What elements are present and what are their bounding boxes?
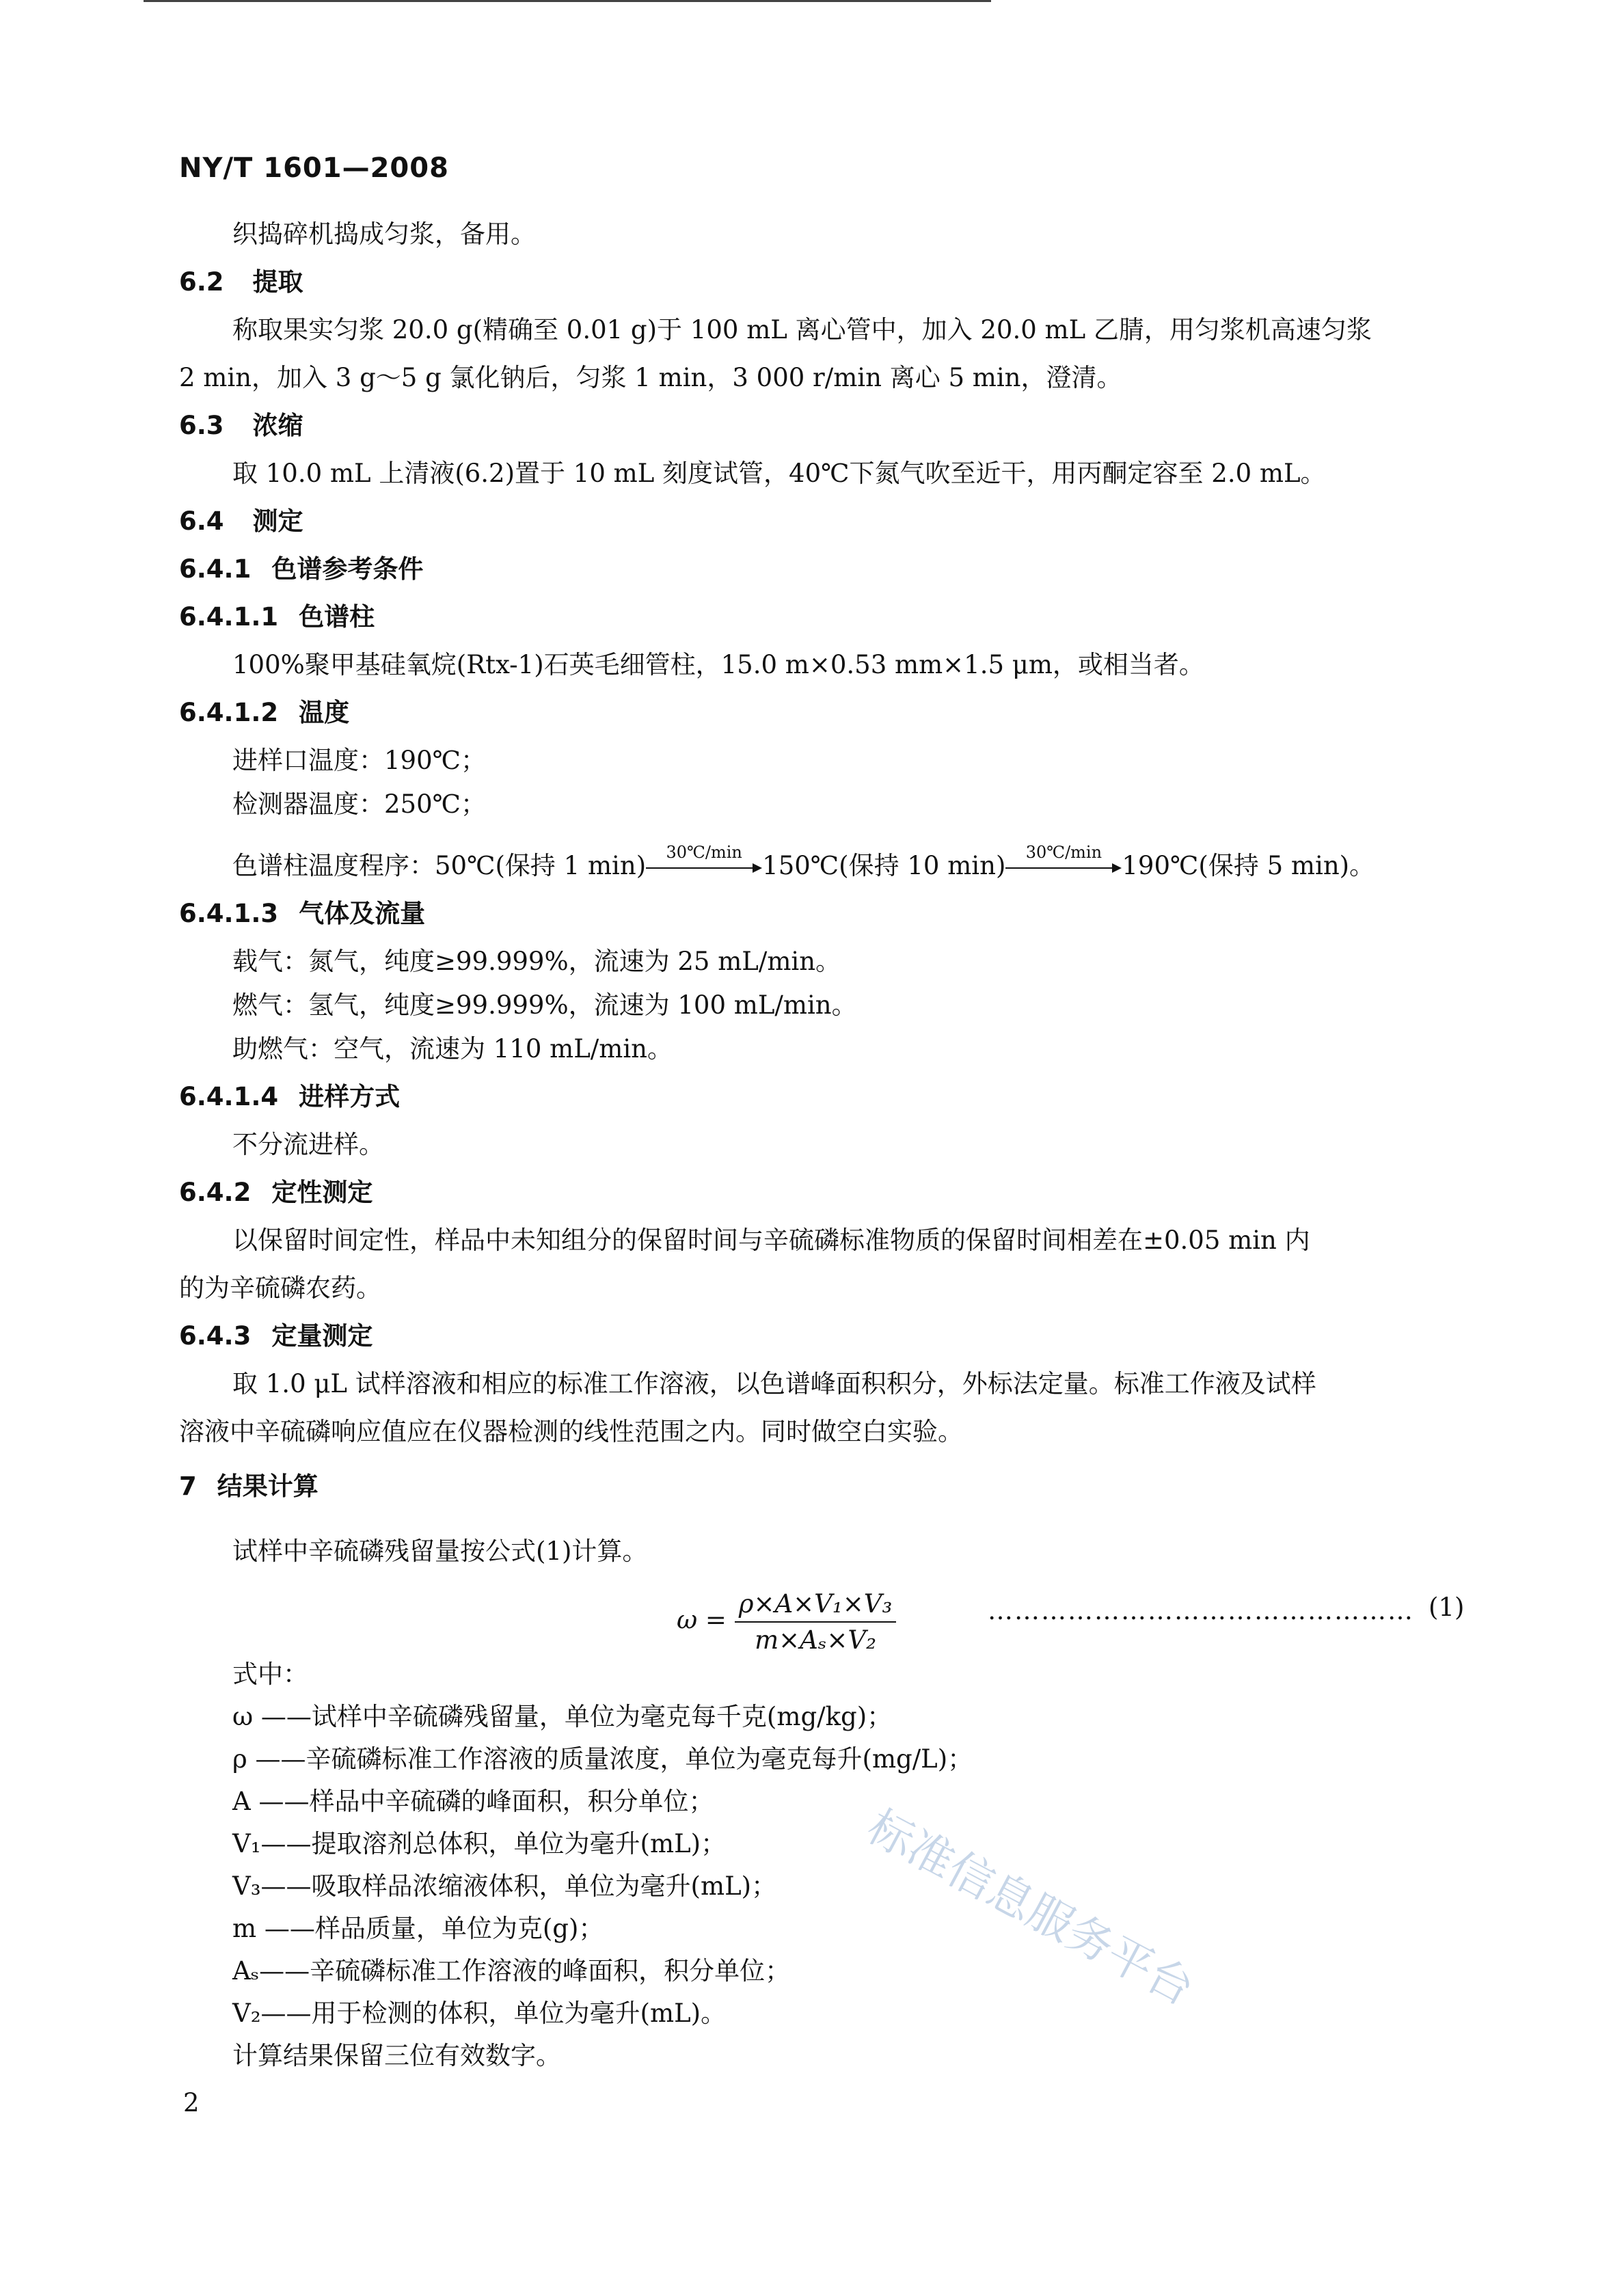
top-rule (144, 0, 991, 2)
heading-title: 定性测定 (271, 1178, 373, 1207)
definition-a: A ——样品中辛硫磷的峰面积，积分单位； (232, 1787, 714, 1816)
heading-number: 6.4.2 (179, 1178, 252, 1207)
formula-leader-dots: ………………………………………… (988, 1596, 1414, 1625)
definition-rho: ρ ——辛硫磷标准工作溶液的质量浓度，单位为毫克每升(mg/L)； (232, 1744, 973, 1774)
heading-number: 7 (179, 1472, 197, 1501)
heading-6-4 (179, 504, 303, 539)
heading-number: 6.3 (179, 411, 224, 440)
definition-as: Aₛ——辛硫磷标准工作溶液的峰面积，积分单位； (232, 1956, 791, 1986)
heading-6-4-3 (179, 1319, 373, 1353)
paragraph-line: 100%聚甲基硅氧烷(Rtx-1)石英毛细管柱，15.0 m×0.53 mm×1.5 μm，或相当者。 (232, 650, 1204, 679)
heading-number: 6.4.3 (179, 1321, 252, 1351)
inlet-temperature: 进样口温度：190℃； (232, 746, 487, 775)
heading-title: 浓缩 (252, 411, 303, 440)
paragraph-line: 2 min，加入 3 g～5 g 氯化钠后，匀浆 1 min，3 000 r/min 离心 5 min，澄清。 (179, 363, 1122, 392)
heading-title: 测定 (252, 506, 303, 536)
heading-6-4-1-1 (179, 600, 375, 634)
heading-title: 温度 (299, 698, 350, 727)
definition-v2: V₂——用于检测的体积，单位为毫升(mL)。 (232, 1999, 727, 2028)
equation-number: (1) (1429, 1593, 1465, 1622)
heading-number: 6.4.1.4 (179, 1082, 279, 1111)
continuation-text: 织捣碎机捣成匀浆，备用。 (232, 219, 536, 249)
program-step-3: 190℃(保持 5 min)。 (1122, 851, 1375, 880)
heading-number: 6.4.1.3 (179, 899, 279, 928)
carrier-gas: 载气：氮气，纯度≥99.999%，流速为 25 mL/min。 (232, 947, 841, 976)
heading-number: 6.4 (179, 506, 224, 536)
column-temperature-program (232, 843, 1375, 883)
ramp-arrow-icon (1005, 843, 1122, 883)
heading-title: 结果计算 (217, 1472, 319, 1501)
closing-note: 计算结果保留三位有效数字。 (232, 2041, 561, 2070)
standard-code-header: NY/T 1601—2008 (179, 152, 449, 184)
paragraph-line: 不分流进样。 (232, 1130, 384, 1159)
definition-v1: V₁——提取溶剂总体积，单位为毫升(mL)； (232, 1829, 727, 1858)
formula-lhs: ω = (677, 1605, 727, 1635)
heading-6-3 (179, 409, 303, 443)
watermark: 标准信息服务平台 (858, 1800, 1203, 2016)
program-step-1: 色谱柱温度程序：50℃(保持 1 min) (232, 851, 647, 880)
auxiliary-gas: 助燃气：空气，流速为 110 mL/min。 (232, 1034, 673, 1064)
paragraph-line: 取 10.0 mL 上清液(6.2)置于 10 mL 刻度试管，40℃下氮气吹至近干，用丙酮定容至 2.0 mL。 (232, 459, 1326, 488)
paragraph-line: 称取果实匀浆 20.0 g(精确至 0.01 g)于 100 mL 离心管中，加入 20.0 mL 乙腈，用匀浆机高速匀浆 (232, 315, 1372, 344)
paragraph-line: 溶液中辛硫磷响应值应在仪器检测的线性范围之内。同时做空白实验。 (179, 1417, 963, 1446)
heading-title: 色谱参考条件 (271, 554, 424, 584)
heading-title: 定量测定 (271, 1321, 373, 1351)
detector-temperature: 检测器温度：250℃； (232, 789, 487, 819)
heading-title: 进样方式 (299, 1082, 401, 1111)
definition-v3: V₃——吸取样品浓缩液体积，单位为毫升(mL)； (232, 1871, 777, 1901)
where-label: 式中： (232, 1660, 308, 1689)
heading-number: 6.2 (179, 267, 224, 297)
definition-omega: ω ——试样中辛硫磷残留量，单位为毫克每千克(mg/kg)； (232, 1702, 893, 1731)
paragraph-line: 以保留时间定性，样品中未知组分的保留时间与辛硫磷标准物质的保留时间相差在±0.05 min 内 (232, 1226, 1310, 1255)
heading-6-4-1-3 (179, 897, 425, 931)
formula-1 (677, 1589, 896, 1655)
heading-title: 提取 (252, 267, 303, 297)
heading-6-4-1 (179, 552, 423, 586)
program-step-2: 150℃(保持 10 min) (762, 851, 1006, 880)
heading-number: 6.4.1 (179, 554, 252, 584)
formula-fraction (735, 1589, 897, 1655)
heading-number: 6.4.1.1 (179, 602, 279, 632)
ramp-arrow-icon (646, 843, 762, 883)
formula-intro: 试样中辛硫磷残留量按公式(1)计算。 (232, 1537, 648, 1566)
ramp-rate-label: 30℃/min (1025, 843, 1102, 862)
heading-title: 色谱柱 (299, 602, 375, 632)
paragraph-line: 取 1.0 μL 试样溶液和相应的标准工作溶液，以色谱峰面积积分，外标法定量。标准工作液及试样 (232, 1369, 1316, 1398)
definition-m: m ——样品质量，单位为克(g)； (232, 1914, 604, 1943)
formula-denominator: m×Aₛ×V₂ (755, 1625, 876, 1655)
heading-title: 气体及流量 (299, 899, 426, 928)
heading-6-2 (179, 265, 303, 299)
ramp-rate-label: 30℃/min (666, 843, 742, 862)
heading-6-4-1-2 (179, 696, 349, 730)
page-number: 2 (183, 2088, 200, 2117)
fuel-gas: 燃气：氢气，纯度≥99.999%，流速为 100 mL/min。 (232, 990, 857, 1020)
heading-6-4-2 (179, 1176, 373, 1210)
formula-numerator: ρ×A×V₁×V₃ (735, 1589, 897, 1623)
heading-6-4-1-4 (179, 1080, 400, 1114)
paragraph-line: 的为辛硫磷农药。 (179, 1273, 381, 1303)
heading-number: 6.4.1.2 (179, 698, 279, 727)
heading-7 (179, 1470, 319, 1504)
